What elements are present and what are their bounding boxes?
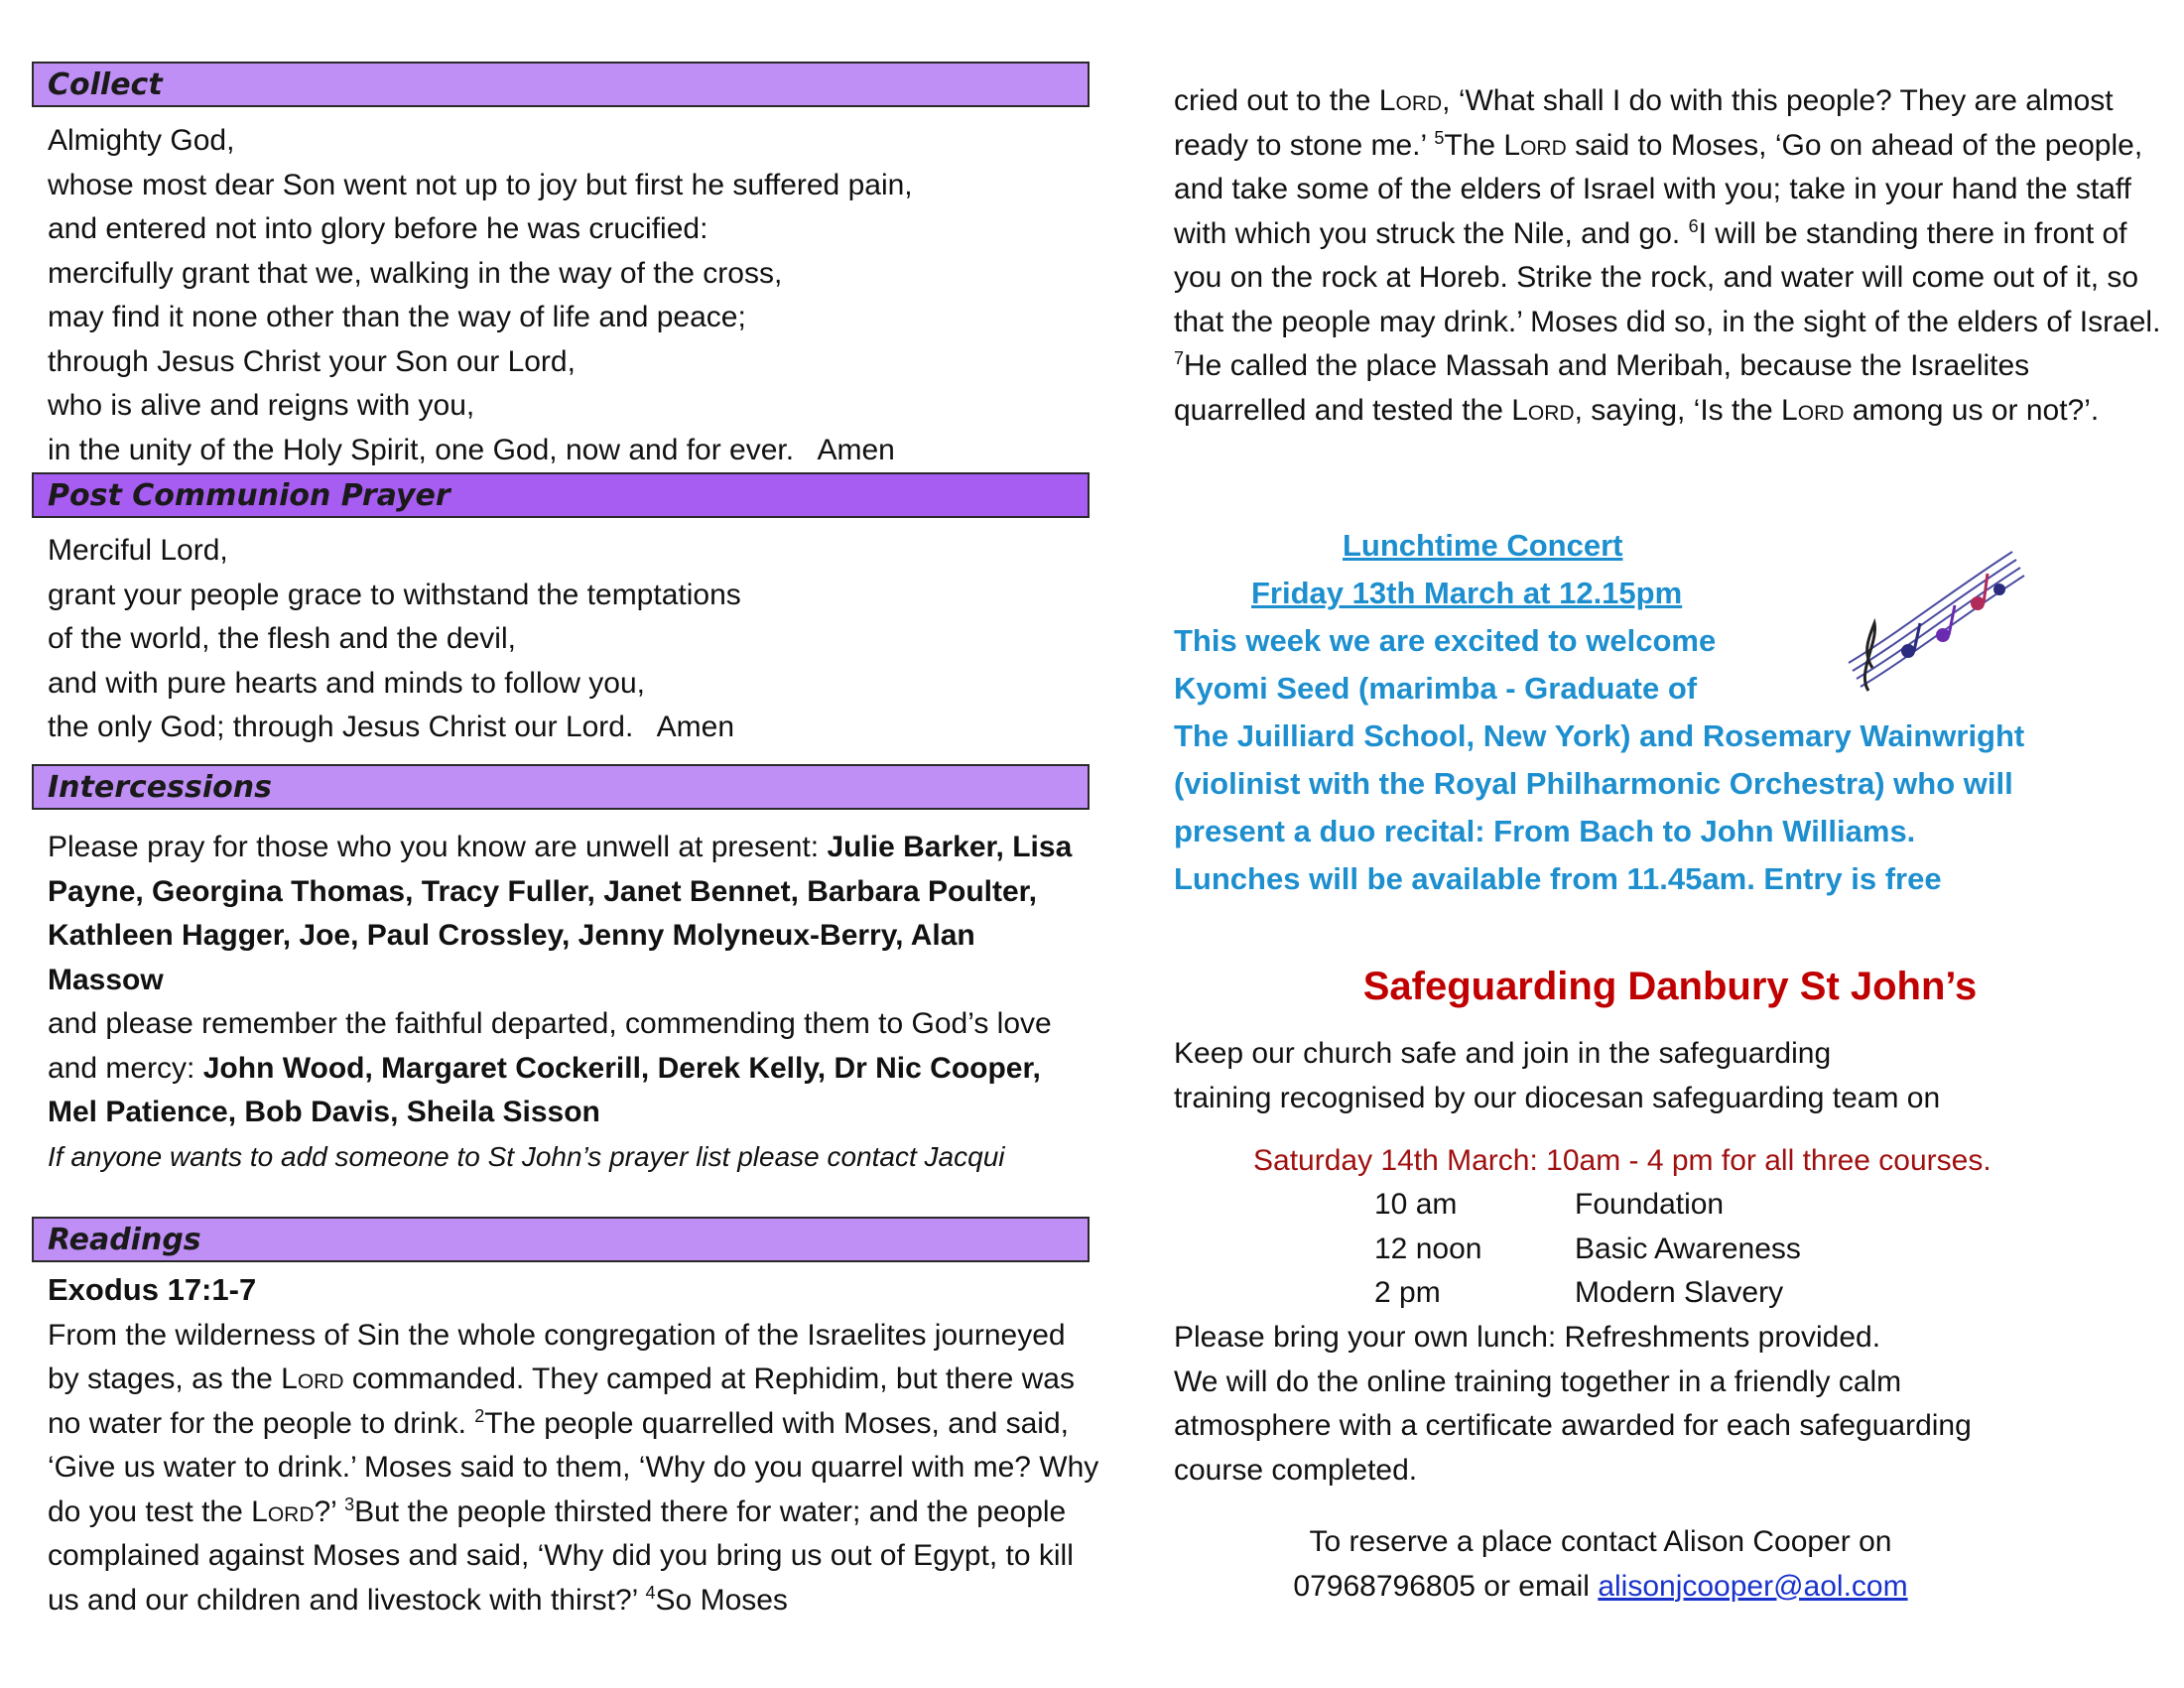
verse-number: 2	[474, 1405, 485, 1426]
prayer-list-note: If anyone wants to add someone to St John’s prayer list please contact Jacqui	[48, 1140, 1005, 1172]
reading-text	[48, 1268, 1099, 1623]
music-notes-icon	[1839, 544, 2027, 693]
concert-line: (violinist with the Royal Philharmonic Orchestra) who will	[1174, 766, 2013, 801]
concert-line: present a duo recital: From Bach to John Williams.	[1174, 814, 1916, 848]
post-communion-text	[48, 529, 741, 750]
collect-line: who is alive and reigns with you,	[48, 389, 475, 422]
collect-line: may find it none other than the way of life and peace;	[48, 301, 746, 333]
concert-line: The Juilliard School, New York) and Rosemary Wainwright	[1174, 718, 2025, 753]
contact-block	[1174, 1520, 2027, 1609]
verse-number: 5	[1434, 127, 1445, 148]
lord-smallcaps: Lord	[1781, 393, 1845, 427]
concert-title: Lunchtime Concert	[1343, 528, 1623, 563]
concert-line: This week we are excited to welcome	[1174, 623, 1717, 658]
course-name: Foundation	[1575, 1188, 1725, 1221]
post-communion-line: the only God; through Jesus Christ our Lord. Amen	[48, 711, 735, 743]
reading-text-segment: cried out to the	[1174, 84, 1379, 117]
course-name: Modern Slavery	[1575, 1276, 1784, 1309]
collect-line: in the unity of the Holy Spirit, one God, now and for ever. Amen	[48, 433, 895, 466]
intercessions-heading: Intercessions	[32, 764, 1090, 810]
course-name: Basic Awareness	[1575, 1232, 1801, 1265]
collect-line: mercifully grant that we, walking in the way of the cross,	[48, 256, 783, 290]
course-time: 10 am	[1374, 1188, 1458, 1221]
collect-heading: Collect	[32, 62, 1090, 107]
reading-text-segment: So Moses	[655, 1583, 788, 1617]
intercessions-intro: Please pray for those who you know are unwell at present:	[48, 831, 828, 863]
reading-text-segment: said to Moses, ‘Go on ahead of the people, and take some of the elders of Israel with you; take in your hand the staff with which you struck the Nile, and go.	[1174, 128, 2143, 250]
collect-line: Almighty God,	[48, 124, 235, 157]
safeguarding-body	[1174, 1316, 2166, 1493]
verse-number: 7	[1174, 348, 1185, 368]
post-communion-heading: Post Communion Prayer	[32, 472, 1090, 518]
collect-text	[48, 119, 913, 472]
verse-number: 6	[1688, 215, 1699, 236]
collect-line: and entered not into glory before he was crucified:	[48, 212, 708, 245]
safeguarding-body-line: Please bring your own lunch: Refreshments provided.	[1174, 1321, 1881, 1354]
reading-text-segment: He called the place Massah and Meribah, because the Israelites quarrelled and tested the	[1174, 349, 2030, 427]
departed-intro: and please remember the faithful departed, commending them to God’s love and mercy:	[48, 1007, 1052, 1085]
safeguarding-date: Saturday 14th March: 10am - 4 pm for all three courses.	[1253, 1144, 1991, 1177]
lord-smallcaps: Lord	[251, 1494, 315, 1528]
concert-date: Friday 13th March at 12.15pm	[1251, 576, 1683, 610]
contact-line: 07968796805 or email	[1293, 1569, 1599, 1603]
reading-text-segment: ?’	[314, 1494, 345, 1528]
post-communion-line: grant your people grace to withstand the temptations	[48, 578, 741, 611]
contact-line: To reserve a place contact Alison Cooper on	[1309, 1525, 1892, 1558]
reading-text-segment: commanded. They camped at Rephidim, but there was no water for the people to drink.	[48, 1363, 1075, 1440]
reading-reference: Exodus 17:1-7	[48, 1272, 257, 1307]
reading-text-segment: among us or not?’.	[1844, 393, 2100, 427]
reading-text-segment: , ‘What shall I do with this people? They are almost ready to stone me.’	[1174, 84, 2114, 162]
safeguarding-intro-line: Keep our church safe and join in the safeguarding	[1174, 1037, 1832, 1070]
post-communion-line: of the world, the flesh and the devil,	[48, 622, 516, 655]
safeguarding-intro-line: training recognised by our diocesan safeguarding team on	[1174, 1081, 1941, 1114]
reading-text-segment: , saying, ‘Is the	[1574, 393, 1782, 427]
reading-text-segment: From the wilderness of Sin the whole congregation of the Israelites journeyed by stages, as the	[48, 1318, 1066, 1395]
intercessions-text	[48, 826, 1080, 1179]
unwell-names: Julie Barker, Lisa Payne, Georgina Thomas, Tracy Fuller, Janet Bennet, Barbara Poulter, Kathleen Hagger, Joe, Paul Crossley, Jenny Molyneux-Berry, Alan Massow	[48, 831, 1073, 996]
course-names	[1575, 1183, 1801, 1316]
reading-text-segment: I will be standing there in front of you on the rock at Horeb. Strike the rock, and water will come out of it, so that the people may drink.’ Moses did so, in the sight of the elders of Israel.	[1174, 216, 2161, 338]
course-time: 12 noon	[1374, 1232, 1482, 1265]
collect-line: through Jesus Christ your Son our Lord,	[48, 344, 576, 378]
safeguarding-body-line: course completed.	[1174, 1453, 1418, 1487]
post-communion-line: Merciful Lord,	[48, 534, 228, 567]
collect-line: whose most dear Son went not up to joy but first he suffered pain,	[48, 168, 913, 201]
verse-number: 4	[645, 1582, 656, 1603]
safeguarding-intro	[1174, 1032, 2166, 1120]
safeguarding-title: Safeguarding Danbury St John’s	[1362, 965, 1978, 1008]
reading-continued	[1174, 79, 2166, 433]
reading-text-segment: The	[1444, 128, 1504, 162]
lord-smallcaps: Lord	[1378, 84, 1443, 117]
readings-heading: Readings	[32, 1217, 1090, 1262]
reading-text-segment: The people quarrelled with Moses, and said, ‘Give us water to drink.’ Moses said to them, ‘Why do you quarrel with me? Why do you test the	[48, 1406, 1099, 1528]
concert-line: Lunches will be available from 11.45am. Entry is free	[1174, 861, 1942, 896]
lord-smallcaps: Lord	[1503, 128, 1567, 162]
post-communion-line: and with pure hearts and minds to follow you,	[48, 666, 646, 700]
concert-line: Kyomi Seed (marimba - Graduate of	[1174, 671, 1698, 706]
lord-smallcaps: Lord	[281, 1363, 344, 1395]
safeguarding-body-line: atmosphere with a certificate awarded for each safeguarding	[1174, 1409, 1972, 1442]
email-link[interactable]: alisonjcooper@aol.com	[1598, 1569, 1908, 1603]
lord-smallcaps: Lord	[1511, 393, 1575, 427]
verse-number: 3	[344, 1493, 355, 1514]
course-times	[1374, 1183, 1481, 1316]
reading-text-segment: But the people thirsted there for water; and the people complained against Moses and said, ‘Why did you bring us out of Egypt, to kill us and our children and livestock with thirst?’	[48, 1494, 1074, 1617]
departed-names: John Wood, Margaret Cockerill, Derek Kelly, Dr Nic Cooper, Mel Patience, Bob Davis, Sheila Sisson	[48, 1051, 1041, 1128]
course-time: 2 pm	[1374, 1276, 1441, 1309]
safeguarding-body-line: We will do the online training together in a friendly calm	[1174, 1364, 1902, 1398]
